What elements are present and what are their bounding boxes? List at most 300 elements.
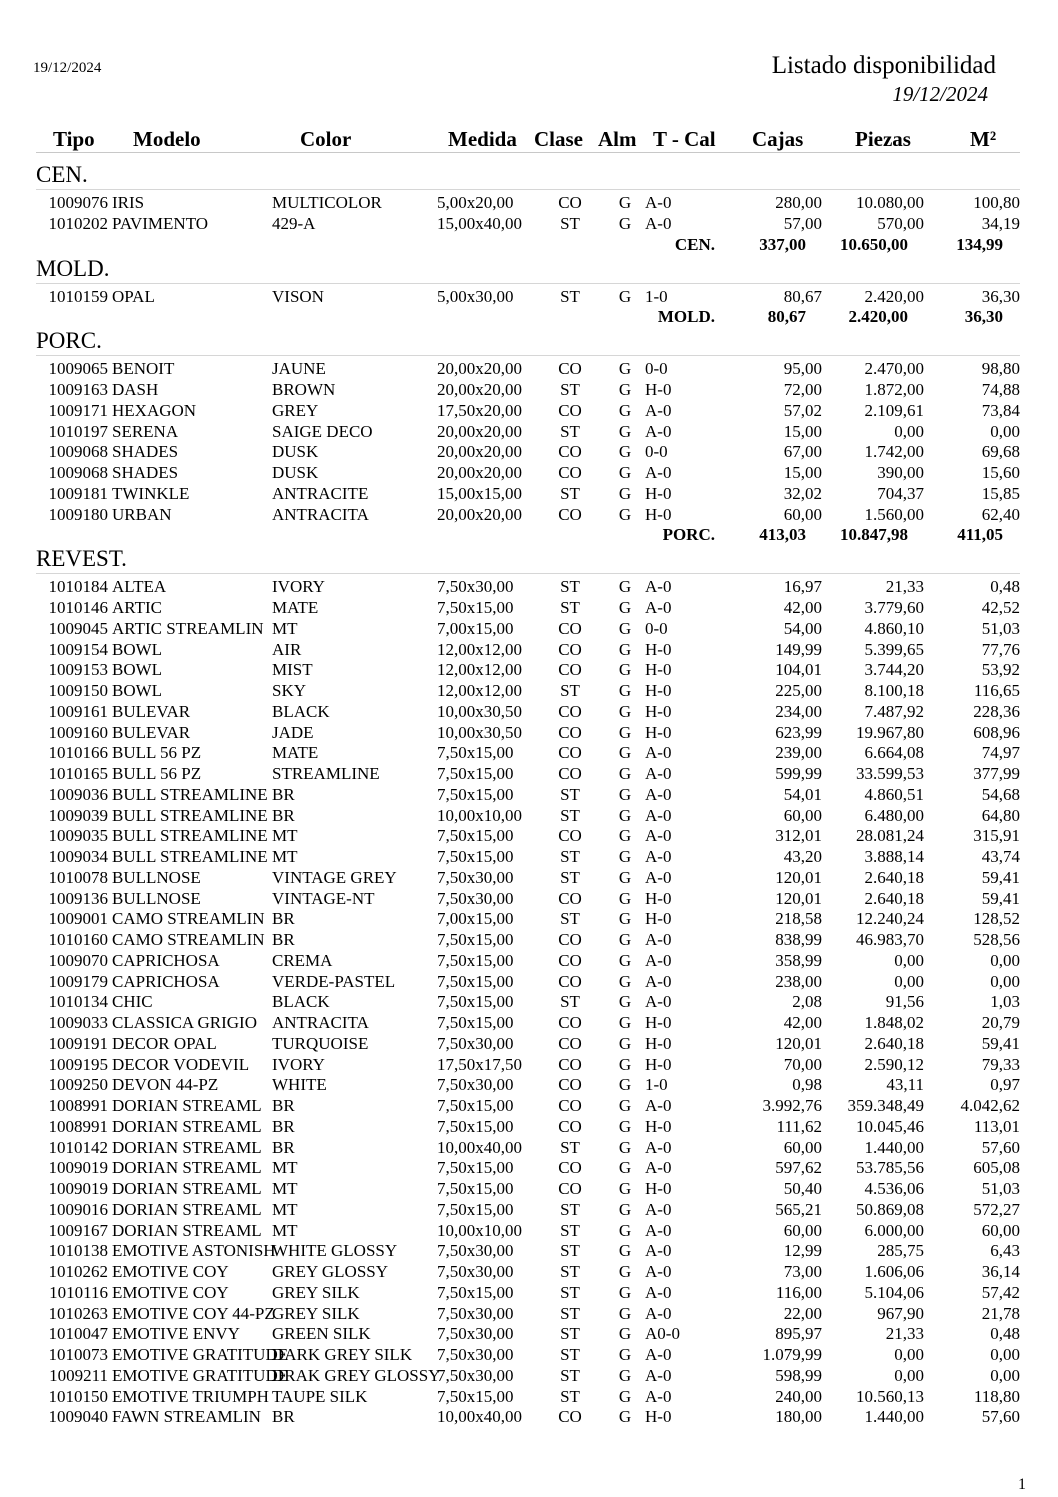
- row-model: BOWL: [112, 681, 163, 700]
- row-m2: 57,60: [981, 1137, 1020, 1157]
- table-row: [0, 463, 1058, 484]
- row-cajas: 180,00: [775, 1407, 822, 1427]
- row-tcal: A-0: [645, 1241, 672, 1261]
- row-code: 1009016: [48, 1199, 108, 1219]
- table-row: [0, 422, 1058, 443]
- row-clase: ST: [560, 380, 580, 399]
- section-title: [0, 162, 1058, 187]
- row-tcal: H-0: [645, 701, 672, 721]
- row-code: 1009036: [48, 784, 108, 804]
- row-alm: G: [618, 1013, 632, 1032]
- row-piezas: 46.983,70: [856, 930, 924, 949]
- row-color: BR: [272, 909, 295, 929]
- row-cajas: 218,58: [775, 909, 822, 929]
- row-tcal: H-0: [645, 1116, 672, 1136]
- row-alm: G: [618, 847, 632, 866]
- row-medida: 7,50x15,00: [437, 598, 514, 617]
- row-alm: G: [618, 577, 632, 597]
- table-row: [0, 1158, 1058, 1179]
- row-color: BROWN: [272, 380, 336, 399]
- row-tcal: A-0: [645, 1345, 672, 1364]
- row-cajas: 95,00: [783, 359, 822, 379]
- row-alm: G: [618, 764, 632, 783]
- row-code: 1008991: [48, 1096, 108, 1115]
- table-row: [0, 660, 1058, 681]
- row-piezas: 0,00: [894, 971, 924, 991]
- row-piezas: 2.420,00: [864, 286, 924, 306]
- row-code: 1010142: [48, 1137, 108, 1157]
- table-row: [0, 1345, 1058, 1366]
- row-m2: 98,80: [981, 359, 1020, 379]
- row-cajas: 149,99: [775, 639, 822, 659]
- row-color: WHITE: [272, 1075, 327, 1095]
- row-m2: 74,97: [981, 743, 1020, 763]
- row-model: CAPRICHOSA: [112, 950, 220, 970]
- row-clase: ST: [560, 1137, 580, 1157]
- row-clase: ST: [560, 1345, 580, 1364]
- row-medida: 15,00x40,00: [437, 213, 522, 233]
- row-model: DASH: [112, 380, 159, 399]
- row-tcal: A-0: [645, 1158, 672, 1178]
- row-piezas: 6.000,00: [864, 1220, 924, 1240]
- table-row: [0, 1013, 1058, 1034]
- row-clase: ST: [560, 1220, 580, 1240]
- row-m2: 0,00: [990, 971, 1020, 991]
- table-row: [0, 702, 1058, 723]
- row-cajas: 623,99: [775, 722, 822, 742]
- section-divider: [36, 189, 1020, 190]
- row-piezas: 4.860,51: [864, 784, 924, 804]
- row-clase: CO: [558, 463, 582, 482]
- row-code: 1009076: [48, 193, 108, 212]
- row-medida: 7,50x30,00: [437, 1303, 514, 1323]
- listing-body: [0, 162, 1058, 1428]
- row-color: SKY: [272, 681, 307, 700]
- row-tcal: A-0: [645, 1137, 672, 1157]
- row-m2: 21,78: [981, 1303, 1020, 1323]
- total-cajas: 80,67: [767, 307, 806, 327]
- total-piezas: 10.650,00: [840, 234, 908, 254]
- row-medida: 20,00x20,00: [437, 421, 522, 441]
- row-cajas: 838,99: [775, 930, 822, 949]
- row-alm: G: [618, 193, 632, 212]
- row-model: BULEVAR: [112, 701, 191, 721]
- row-model: BULL STREAMLINE: [112, 784, 268, 804]
- col-m2: M²: [970, 127, 997, 151]
- row-model: DORIAN STREAML: [112, 1199, 262, 1219]
- row-clase: CO: [558, 1158, 582, 1178]
- row-clase: ST: [560, 421, 580, 441]
- row-medida: 5,00x20,00: [437, 193, 514, 212]
- row-piezas: 2.470,00: [864, 359, 924, 379]
- row-tcal: H-0: [645, 681, 672, 700]
- row-model: BULL 56 PZ: [112, 764, 202, 783]
- row-model: EMOTIVE COY 44-PZ: [112, 1303, 275, 1323]
- row-tcal: H-0: [645, 1013, 672, 1032]
- row-alm: G: [618, 743, 632, 763]
- row-model: BENOIT: [112, 359, 175, 379]
- row-color: WHITE GLOSSY: [272, 1241, 398, 1261]
- row-cajas: 43,20: [783, 847, 822, 866]
- row-tcal: A-0: [645, 463, 672, 482]
- row-color: VINTAGE GREY: [272, 867, 397, 887]
- table-row: [0, 847, 1058, 868]
- row-alm: G: [618, 504, 632, 524]
- row-alm: G: [618, 950, 632, 970]
- row-piezas: 10.560,13: [856, 1386, 924, 1406]
- row-medida: 7,50x30,00: [437, 1075, 514, 1095]
- row-m2: 59,41: [981, 867, 1020, 887]
- row-code: 1009045: [48, 618, 108, 638]
- row-cajas: 2,08: [792, 992, 822, 1012]
- row-model: DORIAN STREAML: [112, 1158, 262, 1178]
- row-code: 1009068: [48, 442, 108, 462]
- row-clase: CO: [558, 1096, 582, 1115]
- col-tipo: Tipo: [53, 127, 95, 151]
- row-tcal: A-0: [645, 1096, 672, 1115]
- row-medida: 7,50x15,00: [437, 826, 514, 846]
- row-clase: CO: [558, 1179, 582, 1198]
- row-piezas: 285,75: [877, 1241, 924, 1261]
- row-code: 1009191: [48, 1033, 108, 1053]
- table-row: [0, 992, 1058, 1013]
- row-color: MT: [272, 1158, 298, 1178]
- row-m2: 118,80: [973, 1386, 1020, 1406]
- row-m2: 57,60: [981, 1407, 1020, 1427]
- row-cajas: 60,00: [783, 1137, 822, 1157]
- row-tcal: A-0: [645, 1365, 672, 1385]
- row-m2: 20,79: [981, 1013, 1020, 1032]
- report-date: 19/12/2024: [33, 60, 102, 76]
- row-color: MIST: [272, 660, 313, 680]
- row-color: VERDE-PASTEL: [272, 971, 396, 991]
- table-row: [0, 806, 1058, 827]
- row-color: BLACK: [272, 701, 330, 721]
- row-tcal: H-0: [645, 380, 672, 399]
- table-row: [0, 1304, 1058, 1325]
- row-cajas: 1.079,99: [762, 1345, 822, 1364]
- row-piezas: 19.967,80: [856, 722, 924, 742]
- row-tcal: A-0: [645, 213, 672, 233]
- header-divider: [36, 152, 1020, 153]
- row-cajas: 238,00: [775, 971, 822, 991]
- row-piezas: 1.848,02: [864, 1013, 924, 1032]
- row-color: MT: [272, 1179, 298, 1198]
- row-cajas: 80,67: [783, 286, 822, 306]
- row-model: DORIAN STREAML: [112, 1096, 262, 1115]
- row-alm: G: [618, 1158, 632, 1178]
- row-model: BOWL: [112, 660, 163, 680]
- row-tcal: A-0: [645, 1262, 672, 1281]
- row-alm: G: [618, 442, 632, 462]
- table-row: [0, 972, 1058, 993]
- table-row: [0, 1221, 1058, 1242]
- row-m2: 608,96: [973, 722, 1020, 742]
- row-medida: 10,00x40,00: [437, 1407, 522, 1427]
- row-alm: G: [618, 1386, 632, 1406]
- row-tcal: H-0: [645, 1054, 672, 1074]
- row-tcal: H-0: [645, 722, 672, 742]
- row-cajas: 32,02: [783, 483, 822, 503]
- row-alm: G: [618, 1365, 632, 1385]
- row-model: EMOTIVE GRATITUDE: [112, 1365, 289, 1385]
- row-tcal: H-0: [645, 660, 672, 680]
- row-m2: 77,76: [981, 639, 1020, 659]
- table-row: [0, 598, 1058, 619]
- row-tcal: A-0: [645, 193, 672, 212]
- row-model: SHADES: [112, 463, 179, 482]
- row-medida: 7,50x30,00: [437, 867, 514, 887]
- row-model: CAPRICHOSA: [112, 971, 220, 991]
- row-clase: ST: [560, 1324, 580, 1344]
- row-clase: ST: [560, 784, 580, 804]
- report-subtitle-date: 19/12/2024: [892, 82, 988, 106]
- row-medida: 7,50x30,00: [437, 888, 514, 908]
- row-clase: CO: [558, 504, 582, 524]
- row-m2: 60,00: [981, 1220, 1020, 1240]
- row-piezas: 5.104,06: [864, 1282, 924, 1302]
- row-tcal: H-0: [645, 504, 672, 524]
- row-medida: 20,00x20,00: [437, 463, 522, 482]
- table-row: [0, 1387, 1058, 1408]
- row-alm: G: [618, 1303, 632, 1323]
- row-code: 1009001: [48, 909, 108, 929]
- row-medida: 17,50x20,00: [437, 400, 522, 420]
- row-tcal: 1-0: [645, 1075, 668, 1095]
- row-medida: 7,50x30,00: [437, 1033, 514, 1053]
- row-m2: 116,65: [973, 681, 1020, 700]
- row-alm: G: [618, 483, 632, 503]
- col-tcal: T - Cal: [653, 127, 716, 151]
- row-color: MT: [272, 826, 298, 846]
- row-model: CHIC: [112, 992, 153, 1012]
- row-tcal: A-0: [645, 950, 672, 970]
- row-medida: 5,00x30,00: [437, 286, 514, 306]
- row-tcal: A-0: [645, 992, 672, 1012]
- row-cajas: 54,00: [783, 618, 822, 638]
- row-model: OPAL: [112, 286, 155, 306]
- row-medida: 7,50x15,00: [437, 971, 514, 991]
- row-model: EMOTIVE COY: [112, 1262, 229, 1281]
- row-code: 1009181: [48, 483, 108, 503]
- table-row: [0, 1262, 1058, 1283]
- row-model: BULL STREAMLINE: [112, 847, 268, 866]
- row-m2: 377,99: [973, 764, 1020, 783]
- row-clase: CO: [558, 743, 582, 763]
- row-alm: G: [618, 1116, 632, 1136]
- row-piezas: 33.599,53: [856, 764, 924, 783]
- row-color: ANTRACITA: [272, 1013, 369, 1032]
- row-code: 1009163: [48, 380, 108, 399]
- row-clase: CO: [558, 639, 582, 659]
- total-cajas: 337,00: [759, 234, 806, 254]
- row-model: HEXAGON: [112, 400, 197, 420]
- row-alm: G: [618, 681, 632, 700]
- row-clase: ST: [560, 909, 580, 929]
- row-medida: 7,50x15,00: [437, 1199, 514, 1219]
- row-cajas: 599,99: [775, 764, 822, 783]
- table-row: [0, 930, 1058, 951]
- row-alm: G: [618, 1075, 632, 1095]
- row-color: BR: [272, 1096, 295, 1115]
- row-m2: 4.042,62: [960, 1096, 1020, 1115]
- row-model: URBAN: [112, 504, 172, 524]
- row-clase: CO: [558, 888, 582, 908]
- row-clase: ST: [560, 1303, 580, 1323]
- row-code: 1009167: [48, 1220, 108, 1240]
- row-medida: 20,00x20,00: [437, 380, 522, 399]
- row-clase: CO: [558, 1054, 582, 1074]
- table-row: [0, 1034, 1058, 1055]
- table-row: [0, 193, 1058, 214]
- row-color: DRAK GREY GLOSSY: [272, 1365, 441, 1385]
- row-tcal: A-0: [645, 400, 672, 420]
- row-clase: CO: [558, 1013, 582, 1032]
- row-piezas: 7.487,92: [864, 701, 924, 721]
- row-cajas: 895,97: [775, 1324, 822, 1344]
- row-model: EMOTIVE GRATITUDE: [112, 1345, 289, 1364]
- row-code: 1009150: [48, 681, 108, 700]
- row-tcal: 0-0: [645, 359, 668, 379]
- row-clase: CO: [558, 701, 582, 721]
- total-label: MOLD.: [657, 307, 715, 327]
- row-m2: 128,52: [973, 909, 1020, 929]
- row-medida: 7,50x15,00: [437, 1179, 514, 1198]
- row-medida: 7,00x15,00: [437, 618, 514, 638]
- col-alm: Alm: [598, 127, 637, 151]
- section-title: [0, 256, 1058, 281]
- row-m2: 34,19: [981, 213, 1020, 233]
- row-m2: 15,85: [981, 483, 1020, 503]
- row-medida: 7,50x15,00: [437, 847, 514, 866]
- row-code: 1010160: [48, 930, 108, 949]
- row-clase: ST: [560, 867, 580, 887]
- row-m2: 36,14: [981, 1262, 1020, 1281]
- row-clase: ST: [560, 1365, 580, 1385]
- row-medida: 7,50x15,00: [437, 950, 514, 970]
- row-piezas: 1.440,00: [864, 1137, 924, 1157]
- table-row: [0, 287, 1058, 308]
- total-piezas: 10.847,98: [840, 525, 908, 545]
- row-tcal: A-0: [645, 1386, 672, 1406]
- row-cajas: 598,99: [775, 1365, 822, 1385]
- row-m2: 0,00: [990, 1345, 1020, 1364]
- row-color: BR: [272, 1137, 295, 1157]
- row-tcal: H-0: [645, 483, 672, 503]
- row-tcal: A-0: [645, 847, 672, 866]
- row-code: 1008991: [48, 1116, 108, 1136]
- row-m2: 528,56: [973, 930, 1020, 949]
- row-code: 1009070: [48, 950, 108, 970]
- table-row: [0, 889, 1058, 910]
- col-cajas: Cajas: [752, 127, 804, 151]
- row-code: 1010165: [48, 764, 108, 783]
- row-m2: 0,48: [990, 1324, 1020, 1344]
- section-title-text: PORC.: [36, 328, 102, 354]
- row-medida: 10,00x30,50: [437, 701, 522, 721]
- row-color: TAUPE SILK: [272, 1386, 368, 1406]
- row-cajas: 3.992,76: [762, 1096, 822, 1115]
- row-color: DUSK: [272, 463, 319, 482]
- row-cajas: 57,02: [783, 400, 822, 420]
- row-clase: CO: [558, 400, 582, 420]
- row-tcal: A-0: [645, 743, 672, 763]
- table-row: [0, 826, 1058, 847]
- row-code: 1010150: [48, 1386, 108, 1406]
- row-piezas: 967,90: [877, 1303, 924, 1323]
- row-m2: 1,03: [990, 992, 1020, 1012]
- row-code: 1010197: [48, 421, 108, 441]
- row-cajas: 42,00: [783, 1013, 822, 1032]
- section-total-row: [0, 525, 1058, 546]
- row-model: CAMO STREAMLIN: [112, 909, 265, 929]
- row-medida: 15,00x15,00: [437, 483, 522, 503]
- row-tcal: H-0: [645, 888, 672, 908]
- row-model: BOWL: [112, 639, 163, 659]
- row-clase: ST: [560, 805, 580, 825]
- row-cajas: 60,00: [783, 504, 822, 524]
- row-tcal: H-0: [645, 1407, 672, 1427]
- row-tcal: H-0: [645, 1179, 672, 1198]
- row-color: MATE: [272, 743, 319, 763]
- row-tcal: A-0: [645, 421, 672, 441]
- row-color: GREY GLOSSY: [272, 1262, 389, 1281]
- table-row: [0, 1366, 1058, 1387]
- row-medida: 12,00x12,00: [437, 639, 522, 659]
- row-cajas: 15,00: [783, 421, 822, 441]
- row-tcal: 0-0: [645, 442, 668, 462]
- row-cajas: 358,99: [775, 950, 822, 970]
- row-clase: CO: [558, 950, 582, 970]
- row-code: 1009019: [48, 1179, 108, 1198]
- row-tcal: A-0: [645, 577, 672, 597]
- row-cajas: 42,00: [783, 598, 822, 617]
- row-alm: G: [618, 1137, 632, 1157]
- row-alm: G: [618, 1220, 632, 1240]
- row-alm: G: [618, 1033, 632, 1053]
- row-color: DARK GREY SILK: [272, 1345, 413, 1364]
- row-piezas: 1.872,00: [864, 380, 924, 399]
- row-piezas: 570,00: [877, 213, 924, 233]
- row-code: 1010159: [48, 286, 108, 306]
- row-clase: CO: [558, 764, 582, 783]
- row-alm: G: [618, 1054, 632, 1074]
- row-code: 1010073: [48, 1345, 108, 1364]
- row-cajas: 0,98: [792, 1075, 822, 1095]
- row-cajas: 73,00: [783, 1262, 822, 1281]
- row-color: MATE: [272, 598, 319, 617]
- row-code: 1009180: [48, 504, 108, 524]
- section-title: [0, 328, 1058, 353]
- row-m2: 57,42: [981, 1282, 1020, 1302]
- row-piezas: 2.640,18: [864, 888, 924, 908]
- row-code: 1010146: [48, 598, 108, 617]
- table-row: [0, 619, 1058, 640]
- row-model: BULLNOSE: [112, 888, 201, 908]
- row-code: 1010262: [48, 1262, 108, 1281]
- row-cajas: 60,00: [783, 1220, 822, 1240]
- row-color: JADE: [272, 722, 314, 742]
- row-piezas: 2.640,18: [864, 1033, 924, 1053]
- row-cajas: 104,01: [775, 660, 822, 680]
- row-color: DUSK: [272, 442, 319, 462]
- row-code: 1009136: [48, 888, 108, 908]
- row-medida: 17,50x17,50: [437, 1054, 522, 1074]
- row-color: BR: [272, 1407, 295, 1427]
- table-row: [0, 909, 1058, 930]
- row-tcal: A-0: [645, 930, 672, 949]
- row-color: GREY SILK: [272, 1282, 360, 1302]
